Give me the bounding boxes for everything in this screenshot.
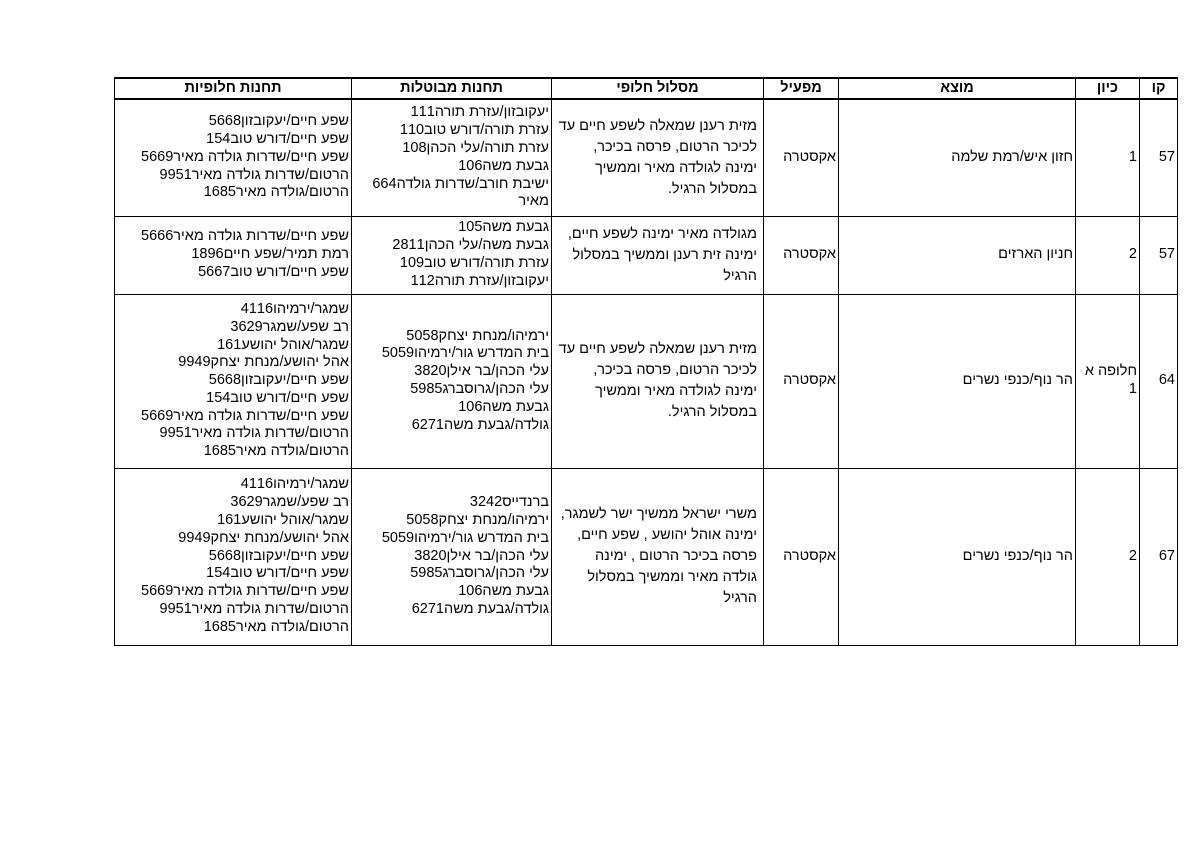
cell-alt-route [552, 294, 764, 468]
cell-operator: אקסטרה [764, 294, 839, 468]
alt-stops-list: שפע חיים/שדרות גולדה מאיר5666 רמת תמיר/שפע חיים1896 שפע חיים/דורש טוב5667 [141, 228, 349, 280]
header-line: קו [1140, 78, 1178, 99]
header-cancelled-stops: תחנות מבוטלות [352, 78, 552, 99]
cell-line: 64 [1140, 294, 1178, 468]
cell-cancelled-stops [352, 468, 552, 645]
cell-origin: חניון הארזים [839, 216, 1076, 294]
cell-origin: חזון איש/רמת שלמה [839, 99, 1076, 216]
cell-alt-stops [115, 294, 352, 468]
cell-alt-stops [115, 216, 352, 294]
cell-line: 67 [1140, 468, 1178, 645]
cell-alt-stops [115, 468, 352, 645]
alt-route-text: משרי ישראל ממשיך ישר לשמגר, ימינה אוהל יהושע , שפע חיים, פרסה בכיכר הרטום , ימינה גולדה מאיר וממשיך במסלול הרגיל [560, 506, 757, 606]
cell-origin: הר נוף/כנפי נשרים [839, 468, 1076, 645]
table-row [115, 216, 1178, 294]
header-alt-stops: תחנות חלופיות [115, 78, 352, 99]
cell-alt-stops [115, 99, 352, 216]
header-origin: מוצא [839, 78, 1076, 99]
cell-line: 57 [1140, 99, 1178, 216]
alt-route-text: מזית רענן שמאלה לשפע חיים עד לכיכר הרטום, פרסה בכיכר, ימינה לגולדה מאיר וממשיך במסלול הרגיל. [558, 117, 757, 197]
header-alt-route: מסלול חלופי [552, 78, 764, 99]
cell-cancelled-stops [352, 294, 552, 468]
cell-direction: חלופה א 1 [1076, 294, 1140, 468]
alt-route-text: מגולדה מאיר ימינה לשפע חיים, ימינה זית רענן וממשיך במסלול הרגיל [567, 225, 757, 284]
cell-operator: אקסטרה [764, 216, 839, 294]
cell-alt-route [552, 468, 764, 645]
cell-alt-route [552, 216, 764, 294]
cell-cancelled-stops [352, 99, 552, 216]
cancelled-stops-list: ירמיהו/מנחת יצחק5058 בית המדרש גור/ירמיהו5059 עלי הכהן/בר אילן3820 עלי הכהן/גרוסברג5985 גבעת משה106 גולדה/גבעת משה6271 [381, 327, 549, 433]
table-row [115, 99, 1178, 216]
table-row [115, 294, 1178, 468]
alt-stops-list: שמגר/ירמיהו4116 רב שפע/שמגר3629 שמגר/אוהל יהושע161 אהל יהושע/מנחת יצחק9949 שפע חיים/יעקובזון5668 שפע חיים/דורש טוב154 שפע חיים/שדרות גולדה מאיר5669 הרטום/שדרות גולדה מאיר9951 הרטום/גולדה מאיר1685 [141, 476, 349, 635]
cell-operator: אקסטרה [764, 468, 839, 645]
header-operator: מפעיל [764, 78, 839, 99]
table-header-row [115, 78, 1178, 99]
table-row [115, 468, 1178, 645]
alt-stops-list: שמגר/ירמיהו4116 רב שפע/שמגר3629 שמגר/אוהל יהושע161 אהל יהושע/מנחת יצחק9949 שפע חיים/יעקובזון5668 שפע חיים/דורש טוב154 שפע חיים/שדרות גולדה מאיר5669 הרטום/שדרות גולדה מאיר9951 הרטום/גולדה מאיר1685 [141, 300, 349, 460]
cell-alt-route [552, 99, 764, 216]
cancelled-stops-list: יעקובזון/עזרת תורה111 עזרת תורה/דורש טוב110 עזרת תורה/עלי הכהן108 גבעת משה106 ישיבת חורב/שדרות גולדה664 מאיר [372, 104, 549, 210]
cell-direction: 1 [1076, 99, 1140, 216]
cell-direction: 2 [1076, 216, 1140, 294]
cancelled-stops-list: ברנדייס3242 ירמיהו/מנחת יצחק5058 בית המדרש גור/ירמיהו5059 עלי הכהן/בר אילן3820 עלי הכהן/גרוסברג5985 גבעת משה106 גולדה/גבעת משה6271 [381, 494, 549, 617]
route-changes-table [114, 77, 1178, 646]
cell-origin: הר נוף/כנפי נשרים [839, 294, 1076, 468]
alt-route-text: מזית רענן שמאלה לשפע חיים עד לכיכר הרטום, פרסה בכיכר, ימינה לגולדה מאיר וממשיך במסלול הרגיל. [558, 341, 757, 420]
cell-operator: אקסטרה [764, 99, 839, 216]
cancelled-stops-list: גבעת משה105 גבעת משה/עלי הכהן2811 עזרת תורה/דורש טוב109 יעקובזון/עזרת תורה112 [392, 219, 549, 289]
cell-direction: 2 [1076, 468, 1140, 645]
cell-line: 57 [1140, 216, 1178, 294]
cell-cancelled-stops [352, 216, 552, 294]
alt-stops-list: שפע חיים/יעקובזון5668 שפע חיים/דורש טוב154 שפע חיים/שדרות גולדה מאיר5669 הרטום/שדרות גולדה מאיר9951 הרטום/גולדה מאיר1685 [141, 113, 349, 201]
header-direction: כיון [1076, 78, 1140, 99]
